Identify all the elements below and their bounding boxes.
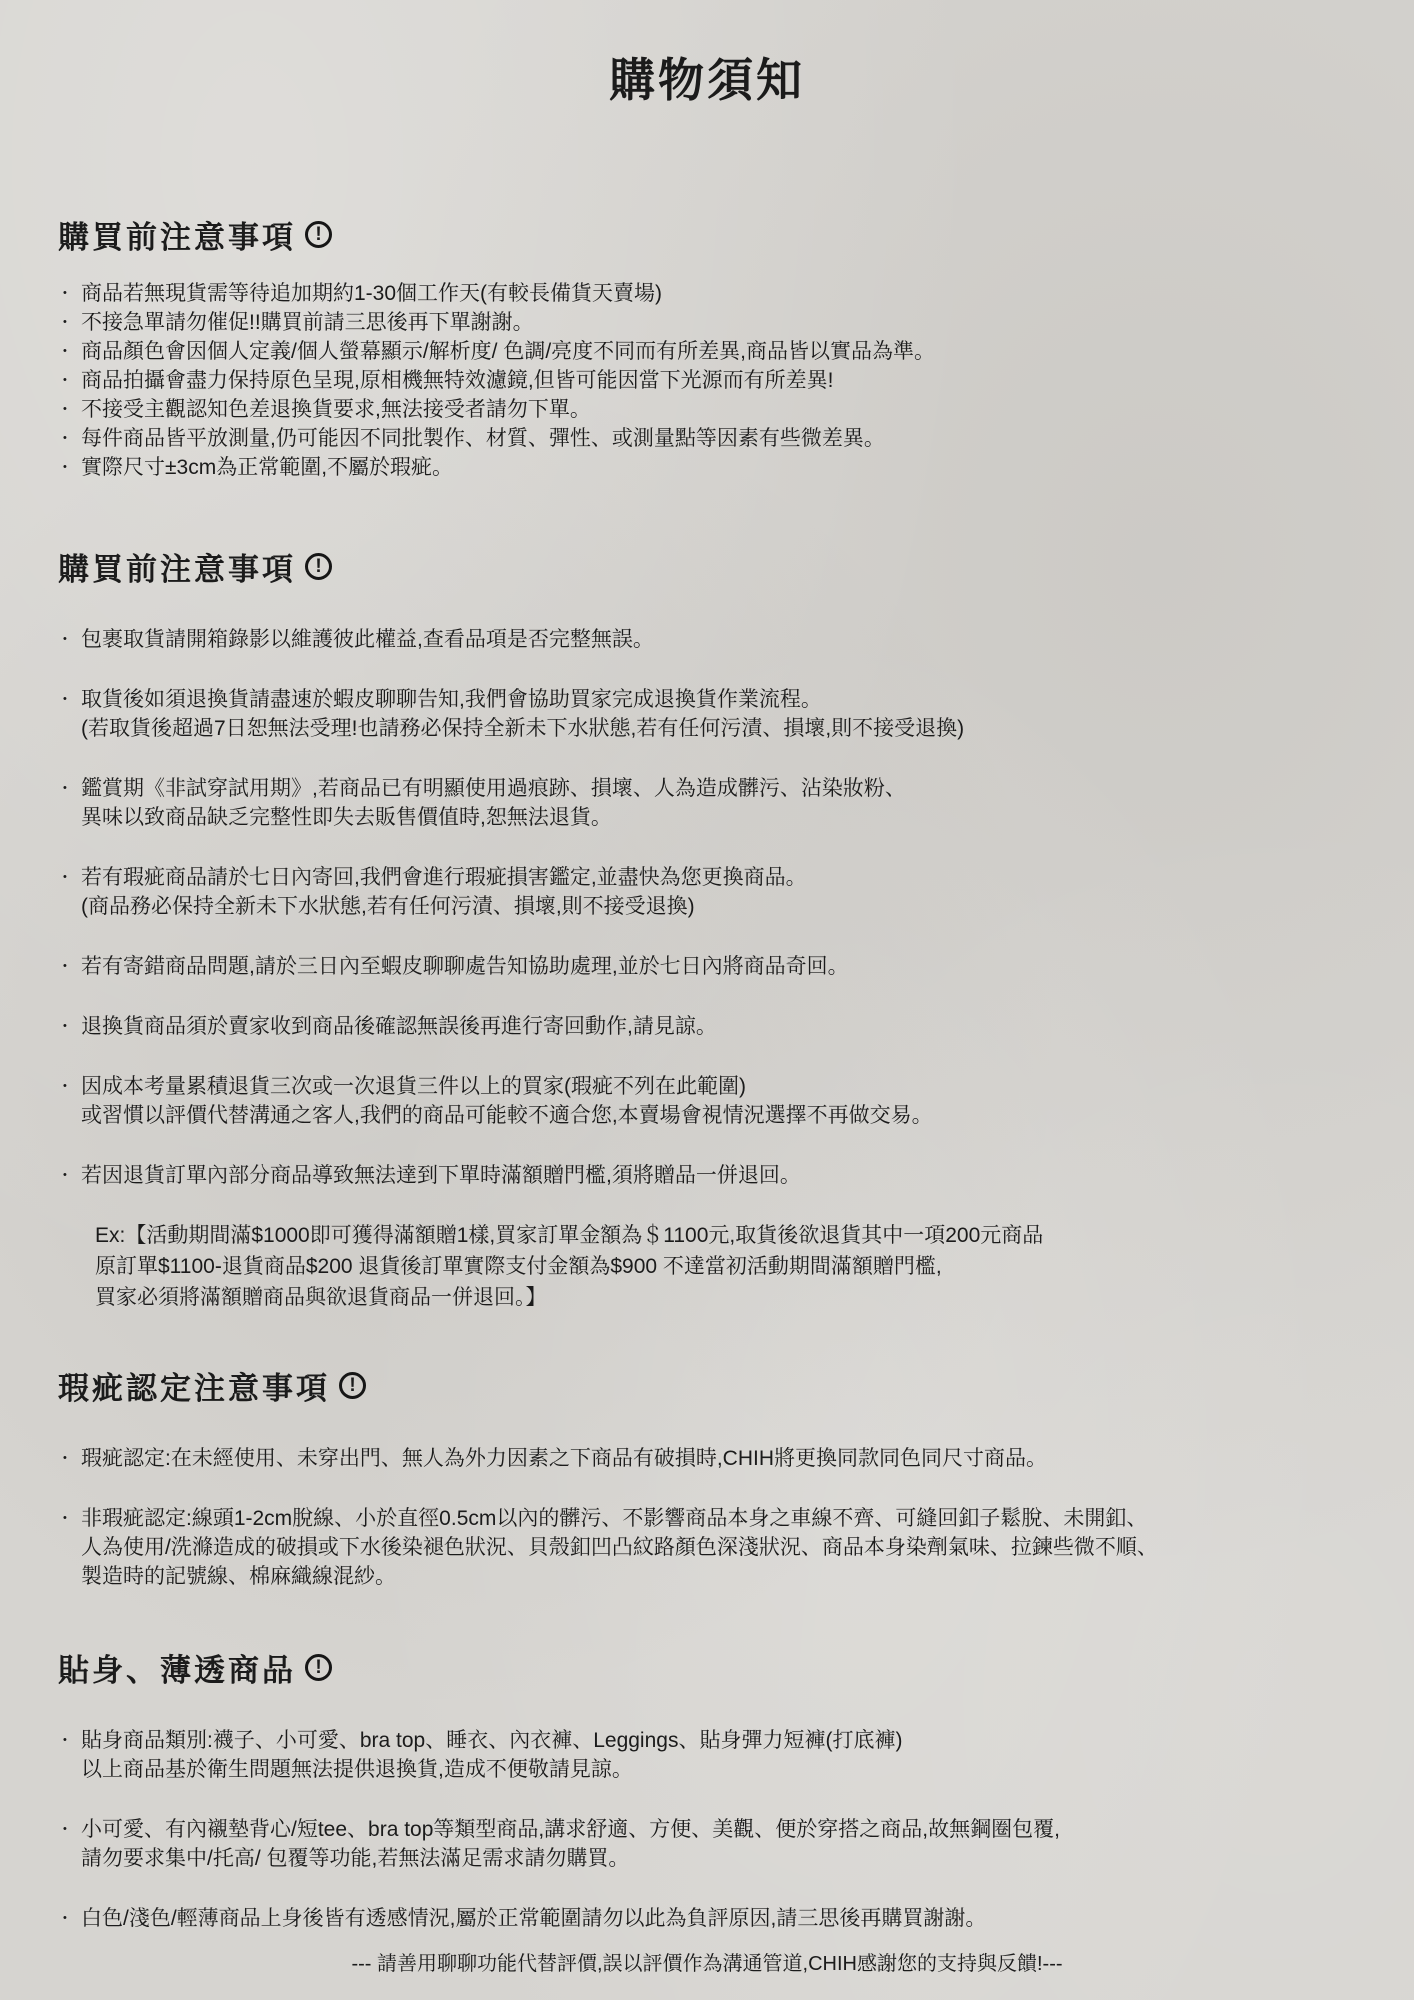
notice-list [58,1726,1356,1933]
bullet-dot-icon: • [63,693,67,705]
notice-line: 每件商品皆平放測量,仍可能因不同批製作、材質、彈性、或測量點等因素有些微差異。 [81,427,885,450]
notice-line: 鑑賞期《非試穿試用期》,若商品已有明顯使用過痕跡、損壞、人為造成髒污、沾染妝粉、 [81,777,906,800]
notice-line: 人為使用/洗滌造成的破損或下水後染褪色狀況、貝殼釦凹凸紋路顏色深淺狀況、商品本身染劑氣味、拉鍊些微不順、 [81,1536,1158,1559]
notice-line: 瑕疵認定:在未經使用、未穿出門、無人為外力因素之下商品有破損時,CHIH將更換同款同色同尺寸商品。 [81,1447,1047,1470]
bullet-dot-icon: • [63,374,67,386]
note-line: Ex:【活動期間滿$1000即可獲得滿額贈1樣,買家訂單金額為＄1100元,取貨後欲退貨其中一項200元商品 [95,1224,1044,1247]
exclamation-circle-icon: ! [305,221,332,248]
notice-item [58,279,1356,308]
section-heading-text: 購買前注意事項 [58,552,296,587]
bullet-dot-icon: • [63,461,67,473]
section-heading [58,544,1356,589]
bullet-dot-icon: • [63,287,67,299]
section-heading [58,212,1356,257]
bullet-dot-icon: • [63,1734,67,1746]
note-line: 原訂單$1100-退貨商品$200 退貨後訂單實際支付金額為$900 不達當初活動期間滿額贈門檻, [95,1255,942,1278]
section-heading-text: 貼身、薄透商品 [58,1653,296,1688]
section-intimate-sheer-items [58,1645,1356,1933]
notice-list [58,625,1356,1190]
notice-line: 不接急單請勿催促!!購買前請三思後再下單謝謝。 [81,311,534,334]
notice-line: 商品拍攝會盡力保持原色呈現,原相機無特效濾鏡,但皆可能因當下光源而有所差異! [81,369,834,392]
notice-line: 以上商品基於衛生問題無法提供退換貨,造成不便敬請見諒。 [81,1758,633,1781]
bullet-dot-icon: • [63,1912,67,1924]
notice-item [58,453,1356,482]
exclamation-circle-icon: ! [339,1372,366,1399]
notice-item [58,337,1356,366]
notice-item [58,863,1356,921]
bullet-dot-icon: • [63,871,67,883]
notice-item [58,625,1356,654]
notice-item [58,1504,1356,1591]
notice-line: 異味以致商品缺乏完整性即失去販售價值時,恕無法退貨。 [81,806,612,829]
bullet-dot-icon: • [63,345,67,357]
notice-line: 若有寄錯商品問題,請於三日內至蝦皮聊聊處告知協助處理,並於七日內將商品奇回。 [81,955,849,978]
notice-item [58,1444,1356,1473]
bullet-dot-icon: • [63,1080,67,1092]
footer-note: --- 請善用聊聊功能代替評價,誤以評價作為溝通管道,CHIH感謝您的支持與反饋!--- [351,1953,1063,1975]
notice-line: 白色/淺色/輕薄商品上身後皆有透感情況,屬於正常範圍請勿以此為負評原因,請三思後再購買謝謝。 [81,1907,987,1930]
bullet-dot-icon: • [63,960,67,972]
notice-line: 商品若無現貨需等待追加期約1-30個工作天(有較長備貨天賣場) [81,282,663,305]
notice-line: 製造時的記號線、棉麻織線混紗。 [81,1565,396,1588]
note-line: 買家必須將滿額贈商品與欲退貨商品一併退回。】 [95,1286,547,1309]
notice-item [58,952,1356,981]
notice-line: 或習慣以評價代替溝通之客人,我們的商品可能較不適合您,本賣場會視情況選擇不再做交易。 [81,1104,933,1127]
notice-line: (若取貨後超過7日恕無法受理!也請務必保持全新未下水狀態,若有任何污漬、損壞,則不接受退換) [81,717,965,740]
bullet-dot-icon: • [63,633,67,645]
notice-line: 因成本考量累積退貨三次或一次退貨三件以上的買家(瑕疵不列在此範圍) [81,1075,746,1098]
notice-item [58,308,1356,337]
notice-item [58,1161,1356,1190]
notice-item [58,366,1356,395]
notice-line: 取貨後如須退換貨請盡速於蝦皮聊聊告知,我們會協助買家完成退換貨作業流程。 [81,688,822,711]
bullet-dot-icon: • [63,1020,67,1032]
section-pre-purchase-notes-2 [58,544,1356,1313]
notice-line: 不接受主觀認知色差退換貨要求,無法接受者請勿下單。 [81,398,591,421]
notice-line: 貼身商品類別:襪子、小可愛、bra top、睡衣、內衣褲、Leggings、貼身彈力短褲(打底褲) [81,1729,903,1752]
notice-line: 包裹取貨請開箱錄影以維護彼此權益,查看品項是否完整無誤。 [81,628,654,651]
exclamation-circle-icon: ! [305,553,332,580]
notice-item [58,1726,1356,1784]
example-note [58,1220,1356,1313]
section-heading-text: 瑕疵認定注意事項 [58,1371,330,1406]
section-heading [58,1363,1356,1408]
section-heading [58,1645,1356,1690]
notice-line: 若因退貨訂單內部分商品導致無法達到下單時滿額贈門檻,須將贈品一併退回。 [81,1164,801,1187]
notice-item [58,1815,1356,1873]
page-title: 購物須知 [609,54,805,106]
notice-line: 小可愛、有內襯墊背心/短tee、bra top等類型商品,講求舒適、方便、美觀、便於穿搭之商品,故無鋼圈包覆, [81,1818,1060,1841]
notice-list [58,279,1356,482]
bullet-dot-icon: • [63,316,67,328]
bullet-dot-icon: • [63,1823,67,1835]
sections-container [58,212,1356,1933]
notice-line: 商品顏色會因個人定義/個人螢幕顯示/解析度/ 色調/亮度不同而有所差異,商品皆以實品為準。 [81,340,936,363]
bullet-dot-icon: • [63,1452,67,1464]
bullet-dot-icon: • [63,782,67,794]
bullet-dot-icon: • [63,432,67,444]
notice-item [58,424,1356,453]
bullet-dot-icon: • [63,403,67,415]
notice-item [58,685,1356,743]
notice-line: 請勿要求集中/托高/ 包覆等功能,若無法滿足需求請勿購買。 [81,1847,630,1870]
exclamation-circle-icon: ! [305,1654,332,1681]
notice-line: (商品務必保持全新未下水狀態,若有任何污漬、損壞,則不接受退換) [81,895,695,918]
notice-line: 若有瑕疵商品請於七日內寄回,我們會進行瑕疵損害鑑定,並盡快為您更換商品。 [81,866,807,889]
notice-item [58,1904,1356,1933]
bullet-dot-icon: • [63,1512,67,1524]
section-defect-criteria-notes [58,1363,1356,1591]
section-heading-text: 購買前注意事項 [58,220,296,255]
notice-item [58,395,1356,424]
notice-item [58,1072,1356,1130]
section-pre-purchase-notes-1 [58,212,1356,482]
notice-list [58,1444,1356,1591]
notice-line: 非瑕疵認定:線頭1-2cm脫線、小於直徑0.5cm以內的髒污、不影響商品本身之車線不齊、可縫回釦子鬆脫、未開釦、 [81,1507,1148,1530]
notice-line: 退換貨商品須於賣家收到商品後確認無誤後再進行寄回動作,請見諒。 [81,1015,717,1038]
notice-item [58,774,1356,832]
bullet-dot-icon: • [63,1169,67,1181]
notice-item [58,1012,1356,1041]
notice-line: 實際尺寸±3cm為正常範圍,不屬於瑕疵。 [81,456,454,479]
